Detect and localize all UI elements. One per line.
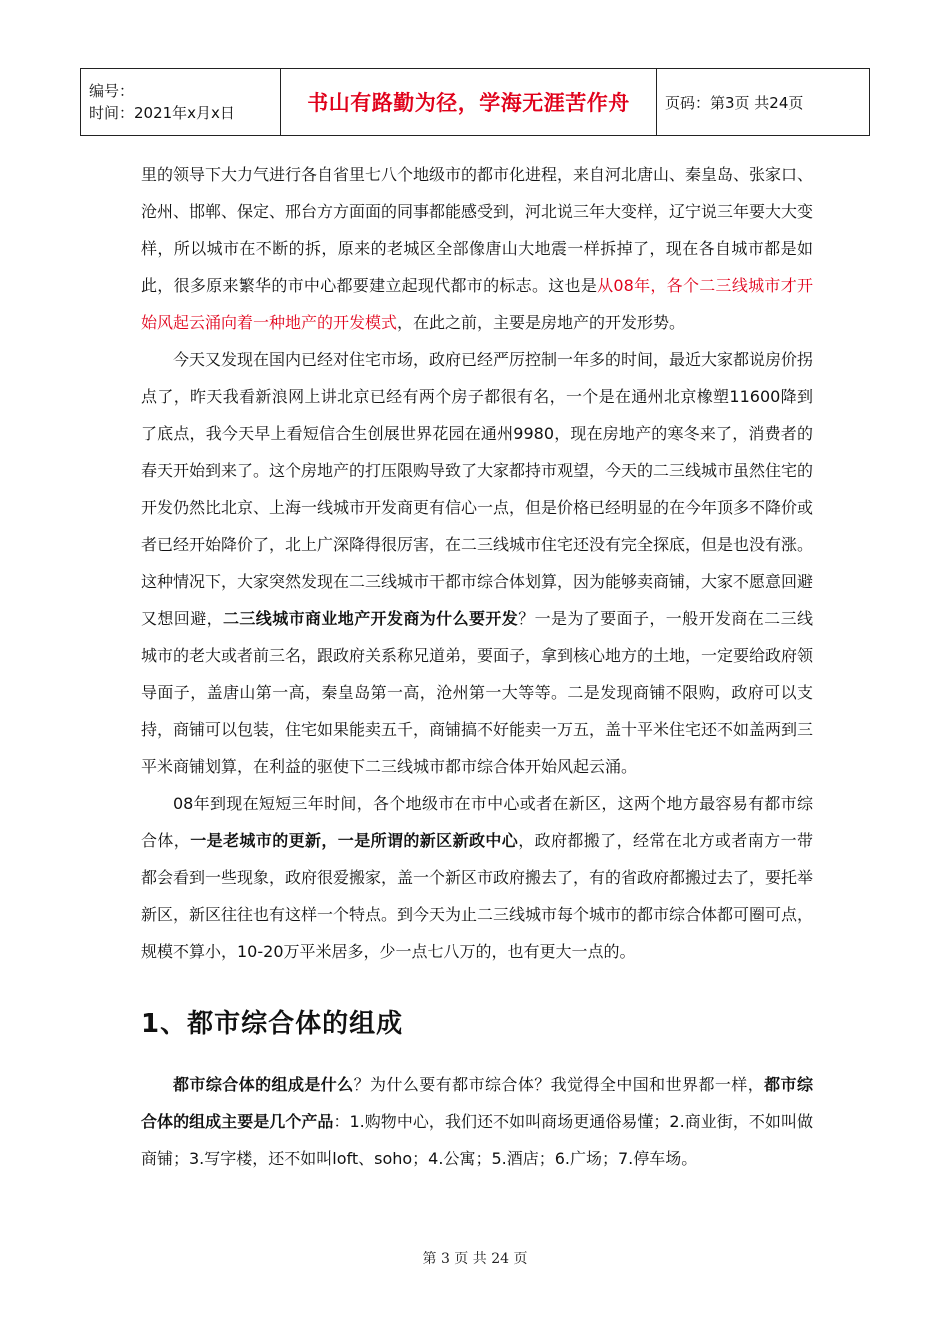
paragraph-1 <box>141 156 813 341</box>
page-footer: 第 3 页 共 24 页 <box>422 1251 528 1267</box>
section-heading: 1、都市综合体的组成 <box>141 1009 404 1039</box>
paragraph-3-text-a: 08年到现在短短三年时间，各个地级市在市中心或者在新区，这两个地方最容易有都市综合体， <box>141 794 813 850</box>
document-time-label: 时间：2021年x月x日 <box>89 104 235 122</box>
paragraph-1-text-b: ，在此之前，主要是房地产的开发形势。 <box>397 313 686 332</box>
document-header <box>80 68 870 136</box>
paragraph-4-text-b: ：1.购物中心，我们还不如叫商场更通俗易懂；2.商业街，不如叫做商铺；3.写字楼，还不如叫loft、soho；4.公寓；5.酒店；6.广场；7.停车场。 <box>141 1112 813 1168</box>
paragraph-2 <box>141 341 813 785</box>
header-page-info: 页码：第3页 共24页 <box>657 69 870 136</box>
header-meta-cell <box>81 69 281 136</box>
document-number-label: 编号： <box>89 82 135 100</box>
paragraph-4 <box>141 1066 813 1177</box>
paragraph-1-highlight: 从08年，各个二三线城市才开始风起云涌向着一种地产的开发模式 <box>141 276 813 332</box>
paragraph-2-text-b: ？一是为了要面子，一般开发商在二三线城市的老大或者前三名，跟政府关系称兄道弟，要面子，拿到核心地方的土地，一定要给政府领导面子，盖唐山第一高，秦皇岛第一高，沧州第一大等等。二是发现商铺不限购，政府可以支持，商铺可以包装，住宅如果能卖五千，商铺搞不好能卖一万五，盖十平米住宅还不如盖两到三平米商铺划算，在利益的驱使下二三线城市都市综合体开始风起云涌。 <box>141 609 814 776</box>
header-motto: 书山有路勤为径，学海无涯苦作舟 <box>281 69 657 136</box>
paragraph-4-bold-1: 都市综合体的组成是什么 <box>173 1075 354 1094</box>
document-body <box>141 156 813 1177</box>
paragraph-4-text-a: ？为什么要有都市综合体？我觉得全中国和世界都一样， <box>353 1075 765 1094</box>
paragraph-2-bold: 二三线城市商业地产开发商为什么要开发 <box>223 609 519 628</box>
paragraph-3-bold: 一是老城市的更新，一是所谓的新区新政中心 <box>190 831 519 850</box>
paragraph-3-text-b: ，政府都搬了，经常在北方或者南方一带都会看到一些现象，政府很爱搬家，盖一个新区市政府搬去了，有的省政府都搬过去了，要托举新区，新区往往也有这样一个特点。到今天为止二三线城市每个城市的都市综合体都可圈可点，规模不算小，10-20万平米居多，少一点七八万的，也有更大一点的。 <box>141 831 814 961</box>
paragraph-2-text-a: 今天又发现在国内已经对住宅市场，政府已经严厉控制一年多的时间，最近大家都说房价拐点了，昨天我看新浪网上讲北京已经有两个房子都很有名，一个是在通州北京橡塑11600降到了底点，我今天早上看短信合生创展世界花园在通州9980，现在房地产的寒冬来了，消费者的春天开始到来了。这个房地产的打压限购导致了大家都持市观望，今天的二三线城市虽然住宅的开发仍然比北京、上海一线城市开发商更有信心一点，但是价格已经明显的在今年顶多不降价或者已经开始降价了，北上广深降得很厉害，在二三线城市住宅还没有完全探底，但是也没有涨。这种情况下，大家突然发现在二三线城市干都市综合体划算，因为能够卖商铺，大家不愿意回避又想回避， <box>141 350 814 628</box>
paragraph-3 <box>141 785 813 970</box>
paragraph-1-text-a: 里的领导下大力气进行各自省里七八个地级市的都市化进程，来自河北唐山、秦皇岛、张家口、沧州、邯郸、保定、邢台方方面面的同事都能感受到，河北说三年大变样，辽宁说三年要大大变样，所以城市在不断的拆，原来的老城区全部像唐山大地震一样拆掉了，现在各自城市都是如此，很多原来繁华的市中心都要建立起现代都市的标志。这也是 <box>141 165 814 295</box>
paragraph-4-bold-2: 都市综合体的组成主要是几个产品 <box>141 1075 813 1131</box>
